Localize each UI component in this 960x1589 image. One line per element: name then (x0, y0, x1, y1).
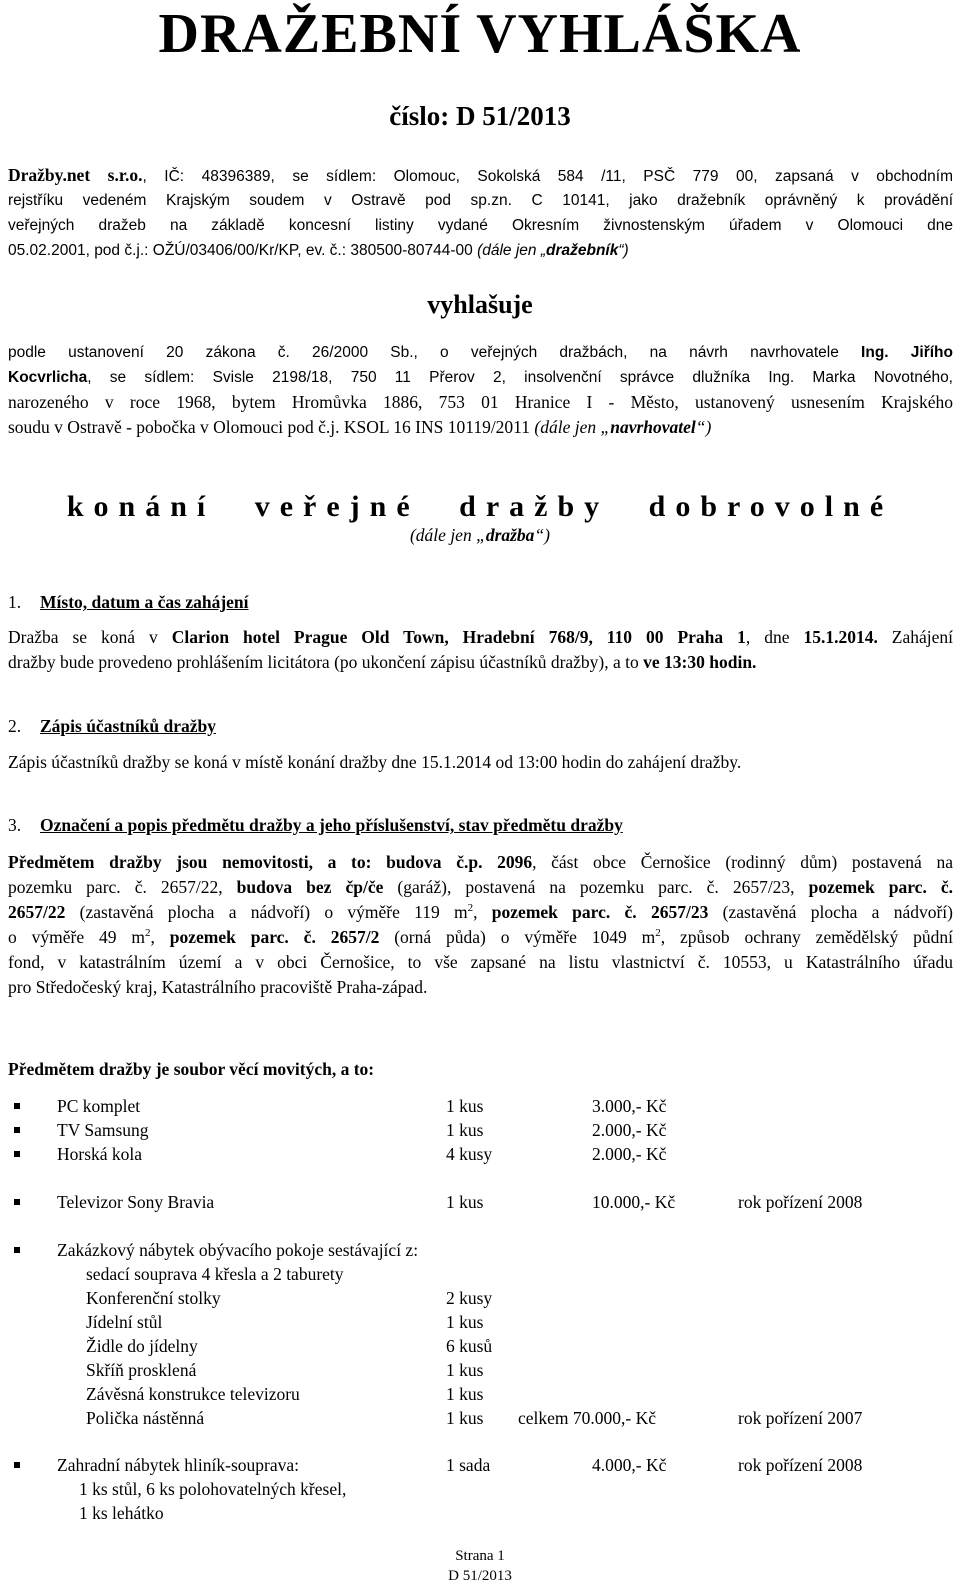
section-2-heading: 2. Zápis účastníků dražby (8, 716, 217, 736)
announces-heading: vyhlašuje (427, 290, 533, 319)
bullet-icon (14, 1103, 20, 1109)
document-page: DRAŽEBNÍ VYHLÁŠKA číslo: D 51/2013 Dražby.net s.r.o., IČ: 48396389, se sídlem: Olomouc, Sokolská 584 /11, PSČ 779 00, zapsaná v obchodním rejstříku vedeném Krajským soudem v Ostravě pod sp.zn. C 10141, jako dražebník oprávněný k provádění veřejných dražeb na základě koncesní listiny vydané Okresním živnostenským úřadem v Olomouci dne 05.02.2001, pod č.j.: OŽÚ/03406/00/Kr/KP, ev. č.: 380500-80744-00 (dále jen „dražebník“) vyhlašuje podle ustanovení 20 zákona č. 26/2000 Sb., o veřejných dražbách, na návrh navrhovatele Ing. Jiřího Kocvrlicha, se sídlem: Svisle 2198/18, 750 11 Přerov 2, insolvenční správce dlužníka Ing. Marka Novotného, narozeného v roce 1968, bytem Hromůvka 1886, 753 01 Hranice I - Město, ustanovený usnesením Krajského soudu v Ostravě - pobočka v Olomouci pod č.j. KSOL 16 INS 10119/2011 (dále jen „navrhovatel“) konání veřejné dražby dobrovolné (dále jen „dražba“) 1. Místo, datum a čas zahájení Dražba se koná v Clarion hotel Prague Old Town, Hradební 768/9, 110 00 Praha 1, dne 15.1.2014. Zahájení dražby bude provedeno prohlášením licitátora (po ukončení zápisu účastníků dražby), a to ve 13:30 hodin. 2. Zápis účastníků dražby Zápis účastníků dražby se koná v místě konání dražby dne 15.1.2014 od 13:00 hodin do zahájení dražby. 3. Označení a popis předmětu dražby a jeho příslušenství, stav předmětu dražby Předmětem dražby jsou nemovitosti, a to: budova č.p. 2096, část obce Černošice (rodinný dům) postavená na pozemku parc. č. 2657/22, budova bez čp/če (garáž), postavená na pozemku parc. č. 2657/23, pozemek parc. č. 2657/22 (zastavěná plocha a nádvoří) o výměře 119 $m^2$, pozemek parc. č. 2657/23 (zastavěná plocha a nádvoří) o výměře 49 $m^2$, pozemek parc. č. 2657/2 (orná půda) o výměře 1049 $m^2$, způsob ochrany zemědělský půdní fond, v katastrálním území a v obci Černošice, to vše zapsané na listu vlastnictví č. 10553, u Katastrálního úřadu pro Středočeský kraj, Katastrálního pracoviště Praha-západ. Předmětem dražby je soubor věcí movitých, a to: PC komplet 1 kus 3.000,- Kč TV Samsung 1 kus 2.000,- Kč Horská kola 4 kusy 2.000,- Kč Televizor Sony Bravia 1 kus 10.000,- Kč rok pořízení 2008 Zakázkový nábytek obývacího pokoje sestávající z: sedací souprava 4 křesla a 2 taburety Konferenční stolky 2 kusy Jídelní stůl 1 kus Židle do jídelny 6 kusů Skříň prosklená 1 kus Závěsná konstrukce televizoru 1 kus Polička nástěnná 1 kus celkem 70.000,- Kč rok pořízení 2007 Zahradní nábytek hliník-souprava: 1 sada 4.000,- Kč rok pořízení 2008 1 ks stůl, 6 ks polohovatelných křesel, 1 ks lehátko Strana 1 D 51/2013 (0, 0, 960, 1589)
footer-page-number: Strana 1 (455, 1548, 505, 1564)
footer-document-id: D 51/2013 (448, 1568, 512, 1584)
subject-line-2: pozemku parc. č. 2657/22, budova bez čp/če (garáž), postavená na pozemku parc. č. 2657/23, pozemek parc. č. (8, 877, 953, 897)
basis-line-4: soudu v Ostravě - pobočka v Olomouci pod č.j. KSOL 16 INS 10119/2011 (dále jen „navrhovatel“) (8, 417, 712, 437)
basis-line-1: podle ustanovení 20 zákona č. 26/2000 Sb., o veřejných dražbách, na návrh navrhovatele Ing. Jiřího (8, 344, 953, 361)
bullet-icon (14, 1247, 20, 1253)
document-title: DRAŽEBNÍ VYHLÁŠKA (158, 3, 802, 65)
subject-line-1: Předmětem dražby jsou nemovitosti, a to: budova č.p. 2096, část obce Černošice (rodinný dům) postavená na (8, 852, 954, 872)
auction-type-heading: konání veřejné dražby dobrovolné (66, 490, 894, 523)
section-3-heading: 3. Označení a popis předmětu dražby a jeho příslušenství, stav předmětu dražby (8, 815, 623, 835)
subject-line-4: o výměře 49 $m^2$, pozemek parc. č. 2657/2 (orná půda) o výměře 1049 $m^2$, způsob ochrany zemědělský půdní (8, 927, 954, 947)
intro-line-3: veřejných dražeb na základě koncesní listiny vydané Okresním živnostenským úřadem v Olomouci dne (8, 217, 953, 234)
section-2-text: Zápis účastníků dražby se koná v místě konání dražby dne 15.1.2014 od 13:00 hodin do zahájení dražby. (8, 752, 742, 772)
bullet-icon (14, 1127, 20, 1133)
movables-heading: Předmětem dražby je soubor věcí movitých, a to: (8, 1059, 375, 1079)
bullet-icon (14, 1199, 20, 1205)
subject-line-5: fond, v katastrálním území a v obci Černošice, to vše zapsané na listu vlastnictví č. 10553, u Katastrálního úřadu (8, 952, 953, 972)
basis-line-2: Kocvrlicha, se sídlem: Svisle 2198/18, 750 11 Přerov 2, insolvenční správce dlužníka Ing. Marka Novotného, (8, 369, 953, 386)
document-number: číslo: D 51/2013 (389, 101, 571, 131)
auctioneer-name: Dražby.net s.r.o. (8, 165, 143, 185)
subject-line-3: 2657/22 (zastavěná plocha a nádvoří) o výměře 119 $m^2$, pozemek parc. č. 2657/23 (zastavěná plocha a nádvoří) (8, 902, 953, 922)
basis-line-3: narozeného v roce 1968, bytem Hromůvka 1886, 753 01 Hranice I - Město, ustanovený usnesením Krajského (8, 392, 953, 412)
section-1-line-2: dražby bude provedeno prohlášením licitátora (po ukončení zápisu účastníků dražby), a to ve 13:30 hodin. (8, 652, 757, 672)
intro-line-2: rejstříku vedeném Krajským soudem v Ostravě pod sp.zn. C 10141, jako dražebník oprávněný k provádění (8, 192, 953, 209)
subject-line-6: pro Středočeský kraj, Katastrálního pracoviště Praha-západ. (8, 977, 428, 997)
section-1-line-1: Dražba se koná v Clarion hotel Prague Old Town, Hradební 768/9, 110 00 Praha 1, dne 15.1.2014. Zahájení (8, 627, 953, 647)
auction-abbrev-note: (dále jen „dražba“) (409, 525, 550, 545)
intro-line-1: Dražby.net s.r.o., IČ: 48396389, se sídlem: Olomouc, Sokolská 584 /11, PSČ 779 00, zapsaná v obchodním (8, 165, 953, 185)
intro-line-4: 05.02.2001, pod č.j.: OŽÚ/03406/00/Kr/KP, ev. č.: 380500-80744-00 (dále jen „dražebník“) (8, 242, 629, 259)
section-1-heading: 1. Místo, datum a čas zahájení (8, 592, 249, 612)
bullet-icon (14, 1151, 20, 1157)
bullet-icon (14, 1462, 20, 1468)
